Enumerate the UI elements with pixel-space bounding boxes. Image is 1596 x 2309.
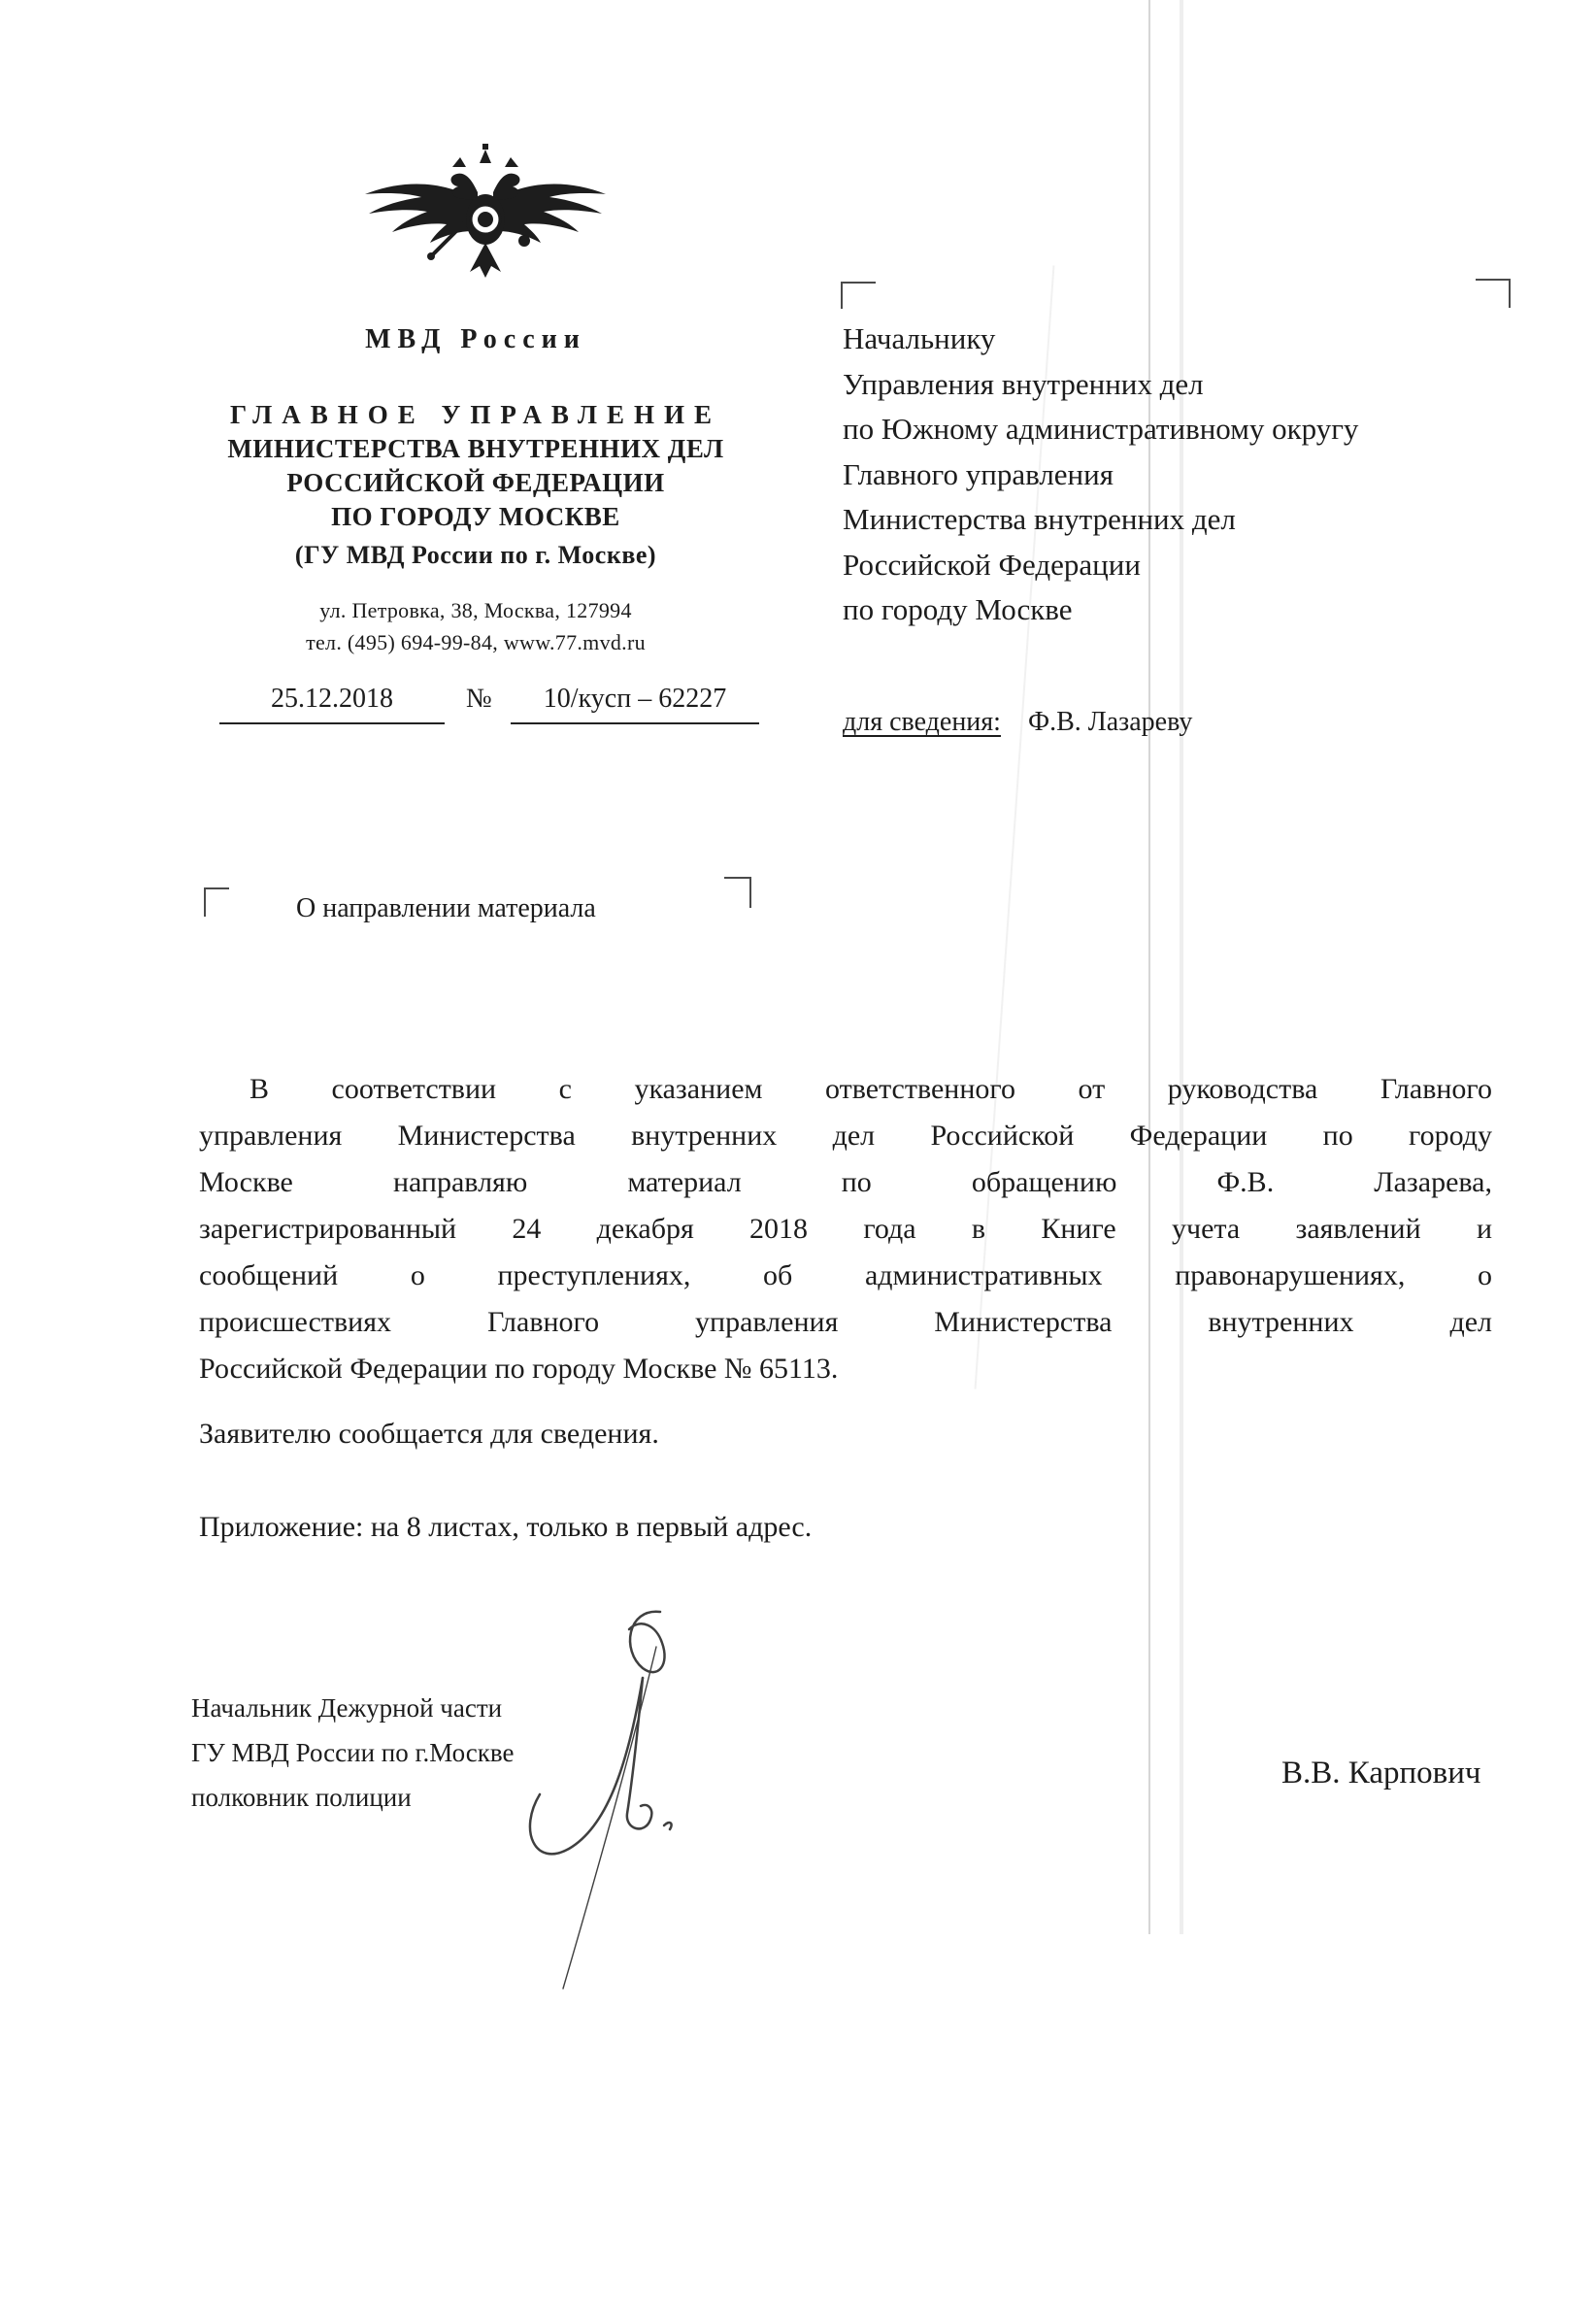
attachment-line: Приложение: на 8 листах, только в первый адрес. (199, 1511, 813, 1543)
signer-position-block (191, 1686, 514, 1820)
attention-name: Ф.В. Лазареву (1027, 707, 1193, 737)
org-name-line: МИНИСТЕРСТВА ВНУТРЕННИХ ДЕЛ (227, 434, 724, 463)
body-line: В соответствии с указанием ответственного от руководства Главного (249, 1073, 1492, 1105)
recipient-line: Российской Федерации (843, 547, 1141, 582)
corner-bracket (724, 877, 751, 908)
body-paragraph (199, 1066, 1492, 1392)
org-phone-site: тел. (495) 694-99-84, www.77.mvd.ru (306, 630, 646, 654)
recipient-line: Главного управления (843, 456, 1114, 491)
recipient-line: Министерства внутренних дел (843, 502, 1236, 536)
subject-line: О направлении материала (296, 893, 596, 923)
body-line: зарегистрированный 24 декабря 2018 года в Книге учета заявлений и (199, 1213, 1492, 1245)
body-line: Москве направляю материал по обращению Ф.В. Лазарева, (199, 1166, 1492, 1198)
corner-bracket (841, 282, 876, 309)
body-line: происшествиях Главного управления Министерства внутренних дел (199, 1306, 1492, 1338)
note-line: Заявителю сообщается для сведения. (199, 1418, 659, 1450)
recipient-line: Управления внутренних дел (843, 366, 1204, 401)
org-full-name (136, 398, 815, 572)
org-address-block (136, 594, 815, 658)
recipient-block (843, 317, 1522, 633)
recipient-line: по городу Москве (843, 592, 1073, 626)
letter-date: 25.12.2018 (219, 684, 445, 724)
body-line: сообщений о преступлениях, об административных правонарушениях, о (199, 1259, 1492, 1291)
body-line: Российской Федерации по городу Москве № 65113. (199, 1353, 839, 1385)
attention-row (843, 707, 1192, 738)
letter-number: 10/кусп – 62227 (511, 684, 759, 724)
scan-line-artifact (1180, 0, 1183, 1934)
signer-position-line: полковник полиции (191, 1783, 412, 1812)
signer-position-line: Начальник Дежурной части (191, 1693, 503, 1723)
org-name-line: ГЛАВНОЕ УПРАВЛЕНИЕ (230, 400, 721, 429)
mvd-double-headed-eagle-emblem-icon (357, 142, 614, 284)
org-name-line: РОССИЙСКОЙ ФЕДЕРАЦИИ (286, 468, 665, 497)
org-short-name: МВД России (365, 324, 586, 354)
corner-bracket (1476, 279, 1511, 308)
org-name-line: ПО ГОРОДУ МОСКВЕ (331, 502, 620, 531)
scan-line-artifact (1148, 0, 1150, 1934)
signer-position-line: ГУ МВД России по г.Москве (191, 1738, 515, 1767)
org-address: ул. Петровка, 38, Москва, 127994 (319, 598, 632, 622)
number-sign: № (466, 684, 492, 714)
org-abbreviation: (ГУ МВД России по г. Москве) (294, 541, 657, 569)
recipient-line: по Южному административному округу (843, 412, 1359, 446)
recipient-line: Начальнику (843, 321, 996, 355)
attention-label: для сведения: (843, 707, 1001, 737)
signer-name: В.В. Карпович (1281, 1756, 1481, 1790)
body-line: управления Министерства внутренних дел Российской Федерации по городу (199, 1120, 1492, 1152)
corner-bracket (204, 887, 229, 917)
handwritten-signature (513, 1604, 687, 1992)
